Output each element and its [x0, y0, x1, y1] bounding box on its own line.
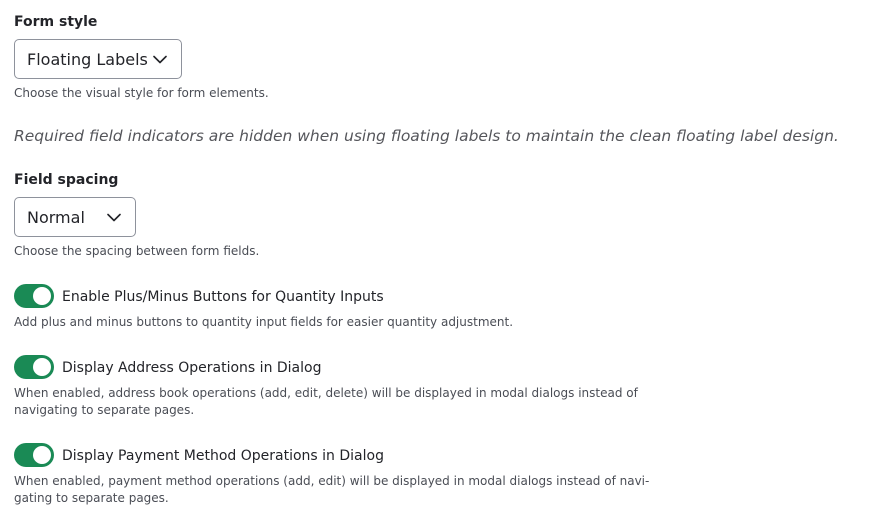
description-line: Add plus and minus buttons to quantity input fields for easier quantity adjustment.	[14, 315, 514, 329]
field-spacing-label: Field spacing	[14, 172, 119, 188]
description-line: navigating to separate pages.	[14, 403, 195, 417]
address-dialog-toggle[interactable]	[14, 355, 54, 379]
quantity-buttons-toggle-label[interactable]: Enable Plus/Minus Buttons for Quantity Inputs	[62, 289, 384, 305]
toggle-knob	[33, 287, 51, 305]
chevron-down-icon	[107, 213, 121, 222]
quantity-buttons-description	[14, 314, 513, 331]
floating-labels-note: Required field indicators are hidden when using floating labels to maintain the clean floating label design.	[14, 127, 839, 145]
chevron-down-icon	[153, 55, 167, 64]
payment-dialog-description	[14, 473, 649, 507]
form-style-select-value: Floating Labels	[27, 49, 148, 69]
form-style-select[interactable]	[14, 39, 182, 79]
form-style-label: Form style	[14, 14, 98, 30]
description-line: gating to separate pages.	[14, 491, 169, 505]
description-line: When enabled, address book operations (add, edit, delete) will be displayed in modal dialogs instead of	[14, 386, 638, 400]
payment-dialog-toggle-label[interactable]: Display Payment Method Operations in Dialog	[62, 448, 384, 464]
form-style-description: Choose the visual style for form elements.	[14, 86, 269, 100]
field-spacing-select[interactable]	[14, 197, 136, 237]
toggle-knob	[33, 446, 51, 464]
field-spacing-select-value: Normal	[27, 207, 85, 227]
address-dialog-toggle-label[interactable]: Display Address Operations in Dialog	[62, 360, 322, 376]
address-dialog-description	[14, 385, 638, 419]
quantity-buttons-toggle[interactable]	[14, 284, 54, 308]
description-line: When enabled, payment method operations (add, edit) will be displayed in modal dialogs instead of navi-	[14, 474, 650, 488]
toggle-knob	[33, 358, 51, 376]
field-spacing-description: Choose the spacing between form fields.	[14, 244, 260, 258]
payment-dialog-toggle[interactable]	[14, 443, 54, 467]
